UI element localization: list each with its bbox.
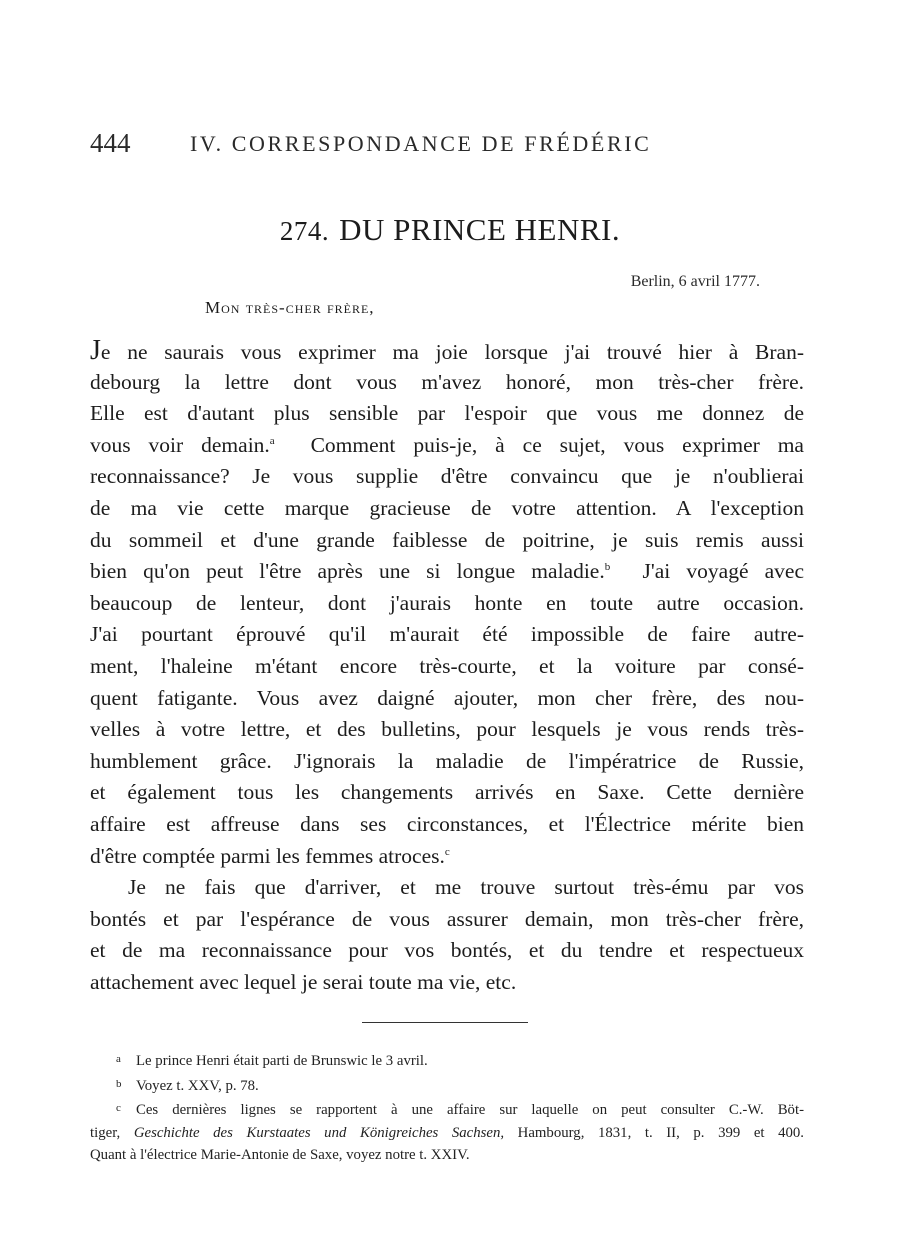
body-line: reconnaissance? Je vous supplie d'être convaincu que je n'oublierai (90, 464, 804, 489)
footnote-ref-a[interactable]: a (269, 434, 275, 447)
body-line: bontés et par l'espérance de vous assurer demain, mon très-cher frère, (90, 906, 804, 931)
body-line: quent fatigante. Vous avez daigné ajouter, mon cher frère, des nou- (90, 685, 804, 710)
body-line: beaucoup de lenteur, dont j'aurais honte en toute autre occasion. (90, 590, 804, 615)
body-line: et de ma reconnaissance pour vos bontés, et du tendre et respectueux (90, 938, 804, 963)
footnote-divider (362, 1022, 528, 1023)
body-line: et également tous les changements arrivés en Saxe. Cette dernière (90, 780, 804, 805)
footnotes (90, 1048, 804, 1167)
body-line: velles à votre lettre, et des bulletins, pour lesquels je vous rends très- (90, 717, 804, 742)
body-line: Je ne saurais vous exprimer ma joie lorsque j'ai trouvé hier à Bran- (90, 335, 804, 366)
letter-title (0, 212, 900, 248)
body-line: ment, l'haleine m'étant encore très-courte, et la voiture par consé- (90, 653, 804, 678)
dateline: Berlin, 6 avril 1777. (630, 273, 760, 290)
footnote-c-line-2: tiger, Geschichte des Kurstaates und Königreiches Sachsen, Hambourg, 1831, t. II, p. 399 et 400. (90, 1124, 805, 1141)
footnote-c-line-3: Quant à l'électrice Marie-Antonie de Saxe, voyez notre t. XXIV. (90, 1147, 470, 1163)
body-line: vous voir demain.$^a$ Comment puis-je, à ce sujet, vous exprimer ma (90, 432, 804, 457)
running-head (90, 128, 810, 164)
body-line: Elle est d'autant plus sensible par l'espoir que vous me donnez de (90, 401, 804, 426)
body-line: J'ai pourtant éprouvé qu'il m'aurait été impossible de faire autre- (90, 622, 804, 647)
body-line: Je ne fais que d'arriver, et me trouve surtout très-ému par vos (128, 875, 804, 900)
footnote-ref-b[interactable]: b (604, 561, 611, 574)
salutation: Mon très-cher frère, (205, 298, 375, 317)
body-line: affaire est affreuse dans ses circonstances, et l'Électrice mérite bien (90, 811, 804, 836)
body-line: debourg la lettre dont vous m'avez honoré, mon très-cher frère. (90, 369, 804, 394)
body-line: bien qu'on peut l'être après une si longue maladie.$^b$ J'ai voyagé avec (90, 559, 805, 584)
footnote-ref-c[interactable]: c (444, 845, 450, 858)
drop-cap: J (90, 335, 101, 366)
footnote-c: c Ces dernières lignes se rapportent à une affaire sur laquelle on peut consulter C.-W. Böt- (116, 1102, 804, 1118)
body-line: du sommeil et d'une grande faiblesse de poitrine, je suis remis aussi (90, 527, 804, 552)
letter-number: 274. (279, 216, 330, 246)
body-line: d'être comptée parmi les femmes atroces.$^c$ (90, 843, 450, 868)
body-line: attachement avec lequel je serai toute ma vie, etc. (90, 969, 517, 994)
body-line: humblement grâce. J'ignorais la maladie de l'impératrice de Russie, (90, 748, 804, 773)
letter-heading: DU PRINCE HENRI. (339, 212, 621, 247)
cited-title: Geschichte des Kurstaates und Königreiches Sachsen, (133, 1124, 505, 1141)
footnote-b: b Voyez t. XXV, p. 78. (116, 1077, 259, 1094)
page-number: 444 (90, 128, 131, 158)
running-title: IV. CORRESPONDANCE DE FRÉDÉRIC (190, 131, 652, 156)
footnote-a: a Le prince Henri était parti de Brunswic le 3 avril. (116, 1053, 428, 1069)
letter-body (90, 335, 804, 998)
body-line: de ma vie cette marque gracieuse de votre attention. A l'exception (90, 495, 804, 520)
